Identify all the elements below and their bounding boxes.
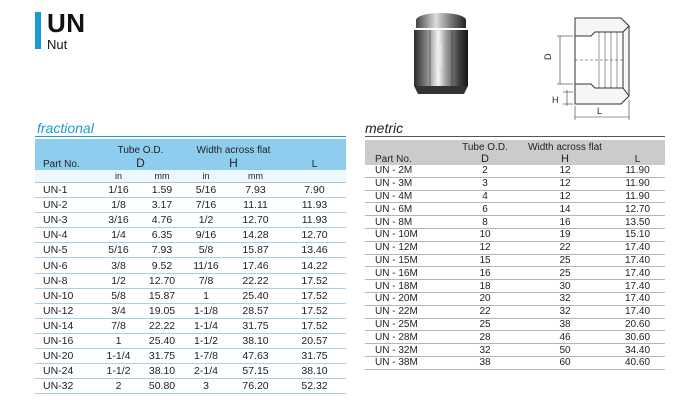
metric-table-row: [365, 344, 665, 357]
metric-table: [365, 140, 665, 370]
fractional-table-cell: UN-10: [35, 288, 97, 303]
metric-table-cell: 46: [520, 331, 610, 344]
dim-l-label: L: [597, 106, 603, 116]
fractional-table-cell: 12.70: [283, 228, 346, 243]
metric-table-cell: 6: [450, 203, 520, 216]
metric-table-cell: 17.40: [610, 254, 665, 267]
metric-table-row: [365, 177, 665, 190]
metric-table-cell: 30.60: [610, 331, 665, 344]
fractional-table-row: [35, 183, 346, 198]
metric-table-row: [365, 203, 665, 216]
metric-table-cell: 11.90: [610, 177, 665, 190]
fractional-unit-l-blank: [283, 170, 346, 183]
metric-table-cell: 25: [450, 318, 520, 331]
metric-table-row: [365, 190, 665, 203]
fractional-table-row: [35, 273, 346, 288]
fractional-table-cell: 9/16: [184, 228, 228, 243]
metric-table-cell: 20: [450, 292, 520, 305]
fractional-table-cell: 7.90: [283, 183, 346, 198]
fractional-table-cell: 1/2: [97, 273, 140, 288]
fractional-table-cell: UN-8: [35, 273, 97, 288]
fractional-table-cell: UN-24: [35, 364, 97, 379]
fractional-table-cell: 20.57: [283, 333, 346, 348]
metric-table-cell: 30: [520, 280, 610, 293]
fractional-header-width-symbol: H: [184, 156, 283, 170]
fractional-table-cell: 57.15: [228, 364, 283, 379]
metric-table-cell: UN - 8M: [365, 216, 450, 229]
metric-table-cell: UN - 3M: [365, 177, 450, 190]
fractional-table-cell: 1-1/4: [184, 318, 228, 333]
metric-table-cell: 17.40: [610, 241, 665, 254]
fractional-table-row: [35, 288, 346, 303]
fractional-table-cell: 5/8: [97, 288, 140, 303]
fractional-table-cell: 2: [97, 379, 140, 394]
fractional-table-cell: UN-12: [35, 303, 97, 318]
metric-table-cell: 22: [520, 241, 610, 254]
fractional-table-cell: 15.87: [140, 288, 184, 303]
fractional-table-cell: 25.40: [140, 333, 184, 348]
metric-table-cell: 34.40: [610, 344, 665, 357]
metric-table-cell: 22: [450, 305, 520, 318]
product-title: UN: [47, 8, 86, 38]
fractional-table-cell: 3/8: [97, 258, 140, 273]
metric-table-cell: 11.90: [610, 165, 665, 177]
fractional-table-cell: 11/16: [184, 258, 228, 273]
fractional-table-cell: 5/8: [184, 243, 228, 258]
fractional-table-cell: UN-14: [35, 318, 97, 333]
metric-table-row: [365, 331, 665, 344]
fractional-header-width-across-flat: Width across flat: [184, 139, 283, 156]
fractional-table-cell: 1-1/2: [97, 364, 140, 379]
fractional-table-cell: 15.87: [228, 243, 283, 258]
fractional-table-cell: 50.80: [140, 379, 184, 394]
fractional-table-cell: 17.52: [283, 318, 346, 333]
fractional-table-cell: 1-1/8: [184, 303, 228, 318]
metric-table-cell: 13.50: [610, 216, 665, 229]
fractional-table-cell: 13.46: [283, 243, 346, 258]
fractional-table-cell: 3/16: [97, 213, 140, 228]
metric-table-cell: UN - 18M: [365, 280, 450, 293]
fractional-table-cell: 17.52: [283, 303, 346, 318]
metric-table-cell: 14: [520, 203, 610, 216]
metric-table-cell: 8: [450, 216, 520, 229]
metric-table-cell: 32: [520, 292, 610, 305]
metric-table-cell: 12.70: [610, 203, 665, 216]
fractional-table-cell: 31.75: [140, 349, 184, 364]
fractional-table-cell: UN-16: [35, 333, 97, 348]
fractional-table-cell: 1/2: [184, 213, 228, 228]
metric-table-cell: 15.10: [610, 228, 665, 241]
fractional-table-cell: 1/8: [97, 198, 140, 213]
metric-table-row: [365, 165, 665, 177]
fractional-header-part-no: Part No.: [35, 139, 97, 170]
fractional-table-cell: 19.05: [140, 303, 184, 318]
fractional-table-cell: 38.10: [228, 333, 283, 348]
metric-table-cell: UN - 2M: [365, 165, 450, 177]
metric-table-cell: UN - 32M: [365, 344, 450, 357]
fractional-table-cell: 22.22: [228, 273, 283, 288]
metric-table-cell: UN - 22M: [365, 305, 450, 318]
fractional-table-cell: 7/8: [184, 273, 228, 288]
metric-table-row: [365, 216, 665, 229]
metric-header-tube-symbol: D: [450, 153, 520, 165]
fractional-table-cell: 11.93: [283, 198, 346, 213]
metric-table-row: [365, 318, 665, 331]
fractional-table-row: [35, 379, 346, 394]
fractional-table-cell: 47.63: [228, 349, 283, 364]
fractional-table: [35, 139, 346, 394]
metric-table-row: [365, 241, 665, 254]
fractional-table-cell: 25.40: [228, 288, 283, 303]
fractional-table-cell: 1: [97, 333, 140, 348]
fractional-table-row: [35, 198, 346, 213]
metric-table-cell: 16: [520, 216, 610, 229]
metric-table-cell: 17.40: [610, 292, 665, 305]
fractional-table-cell: 17.52: [283, 273, 346, 288]
nut-technical-drawing: [533, 8, 673, 123]
fractional-table-cell: 1-7/8: [184, 349, 228, 364]
fractional-table-cell: UN-20: [35, 349, 97, 364]
fractional-header-tube-od: Tube O.D.: [97, 139, 184, 156]
fractional-table-cell: 7/16: [184, 198, 228, 213]
fractional-table-cell: 1: [184, 288, 228, 303]
fractional-table-cell: 5/16: [184, 183, 228, 198]
metric-table-cell: 15: [450, 254, 520, 267]
fractional-table-cell: 28.57: [228, 303, 283, 318]
metric-table-row: [365, 292, 665, 305]
metric-table-row: [365, 267, 665, 280]
fractional-unit-tube-mm: mm: [140, 170, 184, 183]
fractional-table-cell: 31.75: [283, 349, 346, 364]
metric-table-cell: 17.40: [610, 267, 665, 280]
metric-table-cell: 18: [450, 280, 520, 293]
fractional-table-cell: 17.46: [228, 258, 283, 273]
fractional-table-cell: 22.22: [140, 318, 184, 333]
fractional-table-cell: 5/16: [97, 243, 140, 258]
fractional-divider: [35, 136, 346, 137]
fractional-table-cell: UN-32: [35, 379, 97, 394]
fractional-table-cell: 76.20: [228, 379, 283, 394]
fractional-table-cell: 1/4: [97, 228, 140, 243]
fractional-table-cell: 3: [184, 379, 228, 394]
fractional-table-cell: 14.28: [228, 228, 283, 243]
product-subtitle: Nut: [47, 37, 68, 52]
fractional-table-cell: 3/4: [97, 303, 140, 318]
metric-divider: [365, 136, 665, 137]
fractional-table-cell: 6.35: [140, 228, 184, 243]
metric-table-cell: UN - 20M: [365, 292, 450, 305]
metric-table-cell: 20.60: [610, 318, 665, 331]
metric-table-cell: 3: [450, 177, 520, 190]
fractional-table-cell: 7.93: [228, 183, 283, 198]
fractional-unit-tube-in: in: [97, 170, 140, 183]
metric-table-cell: 12: [520, 177, 610, 190]
fractional-table-row: [35, 318, 346, 333]
metric-table-cell: 50: [520, 344, 610, 357]
fractional-table-cell: 4.76: [140, 213, 184, 228]
metric-header-width-symbol: H: [520, 153, 610, 165]
fractional-table-row: [35, 243, 346, 258]
metric-table-cell: 2: [450, 165, 520, 177]
fractional-table-cell: 9.52: [140, 258, 184, 273]
fractional-table-row: [35, 213, 346, 228]
fractional-table-cell: 38.10: [283, 364, 346, 379]
metric-table-cell: UN - 10M: [365, 228, 450, 241]
nut-photo-image: [412, 10, 470, 100]
metric-header-part-no: Part No.: [365, 140, 450, 165]
metric-table-cell: UN - 25M: [365, 318, 450, 331]
metric-table-cell: 32: [450, 344, 520, 357]
fractional-table-cell: 12.70: [140, 273, 184, 288]
fractional-table-cell: 12.70: [228, 213, 283, 228]
metric-table-cell: 38: [520, 318, 610, 331]
title-accent-bar: [35, 12, 41, 49]
metric-table-cell: 40.60: [610, 356, 665, 369]
fractional-table-cell: 7/8: [97, 318, 140, 333]
fractional-table-cell: UN-2: [35, 198, 97, 213]
fractional-table-cell: 52.32: [283, 379, 346, 394]
fractional-table-cell: UN-3: [35, 213, 97, 228]
metric-table-cell: 11.90: [610, 190, 665, 203]
metric-table-cell: 10: [450, 228, 520, 241]
metric-table-row: [365, 305, 665, 318]
fractional-table-cell: UN-6: [35, 258, 97, 273]
fractional-table-row: [35, 364, 346, 379]
metric-table-row: [365, 228, 665, 241]
metric-table-cell: 60: [520, 356, 610, 369]
dim-d-label: D: [543, 53, 553, 60]
metric-table-cell: 32: [520, 305, 610, 318]
fractional-table-row: [35, 349, 346, 364]
metric-section-label: metric: [365, 120, 404, 136]
fractional-header-tube-symbol: D: [97, 156, 184, 170]
metric-header-l: L: [610, 140, 665, 165]
metric-table-cell: 25: [520, 267, 610, 280]
metric-table-row: [365, 254, 665, 267]
fractional-table-cell: UN-1: [35, 183, 97, 198]
metric-table-row: [365, 356, 665, 369]
metric-table-row: [365, 280, 665, 293]
metric-table-cell: UN - 6M: [365, 203, 450, 216]
fractional-table-cell: 1-1/2: [184, 333, 228, 348]
metric-header-tube-od: Tube O.D.: [450, 140, 520, 153]
metric-table-cell: UN - 4M: [365, 190, 450, 203]
metric-header-width-across-flat: Width across flat: [520, 140, 610, 153]
metric-table-cell: 12: [520, 190, 610, 203]
metric-table-cell: 38: [450, 356, 520, 369]
fractional-table-cell: 38.10: [140, 364, 184, 379]
fractional-unit-width-mm: mm: [228, 170, 283, 183]
metric-table-cell: 17.40: [610, 280, 665, 293]
metric-table-cell: UN - 38M: [365, 356, 450, 369]
metric-table-cell: UN - 28M: [365, 331, 450, 344]
fractional-table-cell: 31.75: [228, 318, 283, 333]
fractional-table-row: [35, 303, 346, 318]
fractional-table-cell: 1.59: [140, 183, 184, 198]
fractional-table-row: [35, 333, 346, 348]
metric-table-cell: 12: [520, 165, 610, 177]
metric-table-cell: 16: [450, 267, 520, 280]
dim-h-label: H: [552, 95, 559, 105]
metric-table-cell: 4: [450, 190, 520, 203]
fractional-unit-width-in: in: [184, 170, 228, 183]
fractional-table-cell: 1-1/4: [97, 349, 140, 364]
fractional-table-cell: 17.52: [283, 288, 346, 303]
fractional-section-label: fractional: [37, 120, 94, 136]
fractional-table-cell: 11.11: [228, 198, 283, 213]
fractional-table-row: [35, 228, 346, 243]
fractional-table-cell: 2-1/4: [184, 364, 228, 379]
metric-table-cell: 28: [450, 331, 520, 344]
metric-table-cell: 17.40: [610, 305, 665, 318]
metric-table-cell: UN - 12M: [365, 241, 450, 254]
fractional-table-cell: UN-4: [35, 228, 97, 243]
metric-table-cell: UN - 15M: [365, 254, 450, 267]
metric-table-cell: UN - 16M: [365, 267, 450, 280]
fractional-table-cell: 3.17: [140, 198, 184, 213]
fractional-unit-blank: [35, 170, 97, 183]
metric-table-cell: 25: [520, 254, 610, 267]
fractional-table-cell: 11.93: [283, 213, 346, 228]
metric-table-cell: 12: [450, 241, 520, 254]
fractional-table-cell: 1/16: [97, 183, 140, 198]
metric-table-cell: 19: [520, 228, 610, 241]
fractional-table-cell: 7.93: [140, 243, 184, 258]
fractional-table-row: [35, 258, 346, 273]
fractional-header-l: L: [283, 139, 346, 170]
fractional-table-cell: 14.22: [283, 258, 346, 273]
fractional-table-cell: UN-5: [35, 243, 97, 258]
